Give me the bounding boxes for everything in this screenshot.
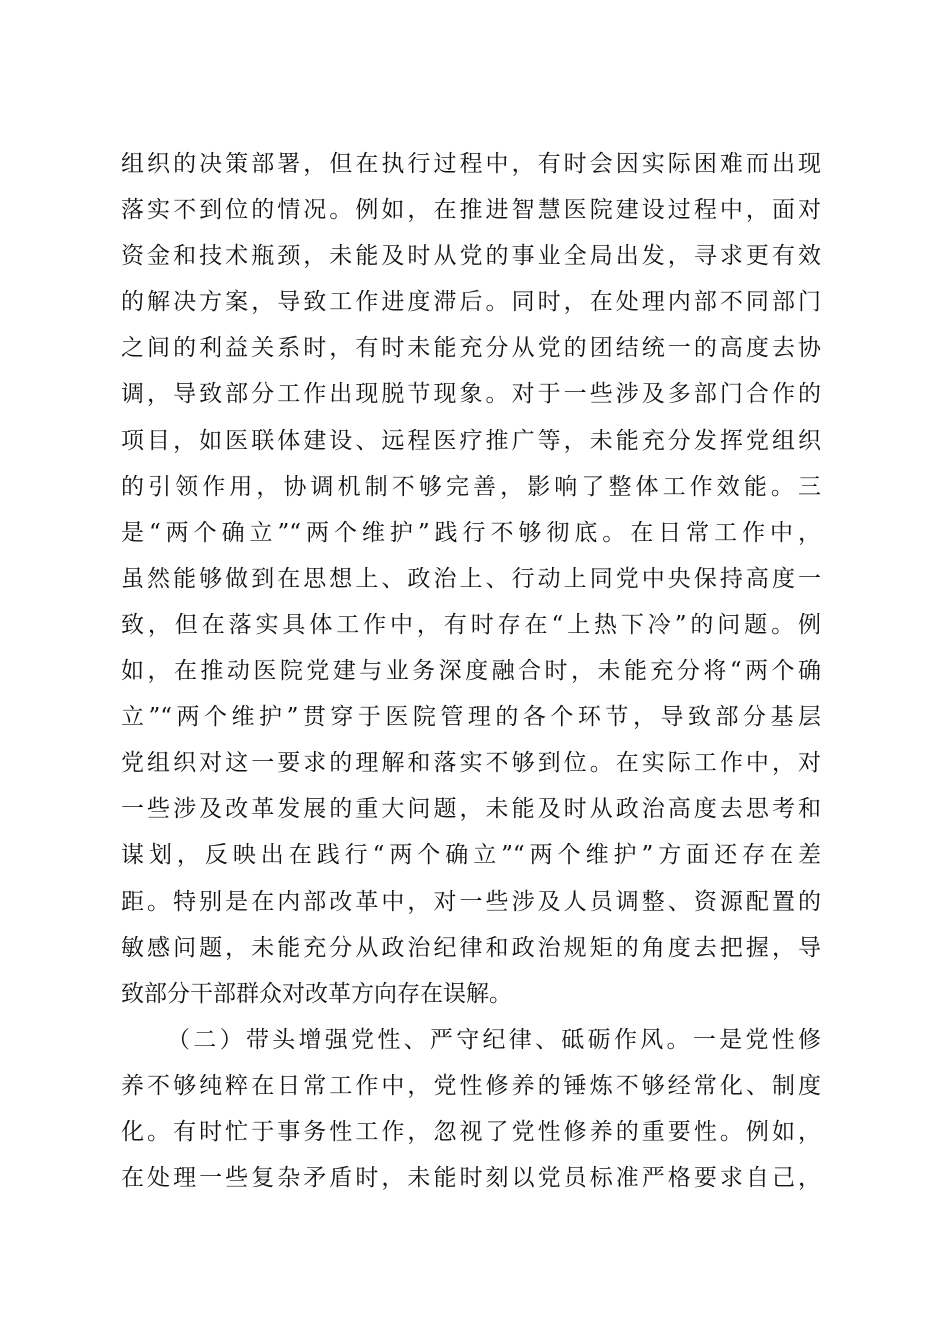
text-line: 落实不到位的情况。例如，在推进智慧医院建设过程中，面对 xyxy=(121,197,821,224)
text-line: 的引领作用，协调机制不够完善，影响了整体工作效能。三 xyxy=(121,473,821,500)
text-line: 谋划，反映出在践行“两个确立”“两个维护”方面还存在差 xyxy=(121,842,821,869)
text-line: 致，但在落实具体工作中，有时存在“上热下冷”的问题。例 xyxy=(121,611,821,638)
section-heading-line: （二）带头增强党性、严守纪律、砥砺作风。一是党性修 xyxy=(167,1026,821,1053)
text-line: 之间的利益关系时，有时未能充分从党的团结统一的高度去协 xyxy=(121,335,821,362)
text-line: 虽然能够做到在思想上、政治上、行动上同党中央保持高度一 xyxy=(121,565,821,592)
text-line: 资金和技术瓶颈，未能及时从党的事业全局出发，寻求更有效 xyxy=(121,243,821,270)
text-line: 是“两个确立”“两个维护”践行不够彻底。在日常工作中， xyxy=(121,519,821,546)
text-line: 组织的决策部署，但在执行过程中，有时会因实际困难而出现 xyxy=(121,151,821,177)
text-line: 党组织对这一要求的理解和落实不够到位。在实际工作中，对 xyxy=(121,750,821,777)
text-line: 距。特别是在内部改革中，对一些涉及人员调整、资源配置的 xyxy=(121,888,821,915)
text-line: 一些涉及改革发展的重大问题，未能及时从政治高度去思考和 xyxy=(121,796,821,823)
text-line: 养不够纯粹在日常工作中，党性修养的锤炼不够经常化、制度 xyxy=(121,1072,821,1099)
text-line: 致部分干部群众对改革方向存在误解。 xyxy=(121,980,512,1007)
text-line: 项目，如医联体建设、远程医疗推广等，未能充分发挥党组织 xyxy=(121,427,821,454)
text-line: 的解决方案，导致工作进度滞后。同时，在处理内部不同部门 xyxy=(121,289,821,316)
text-line: 在处理一些复杂矛盾时，未能时刻以党员标准严格要求自己， xyxy=(121,1165,821,1192)
text-line: 调，导致部分工作出现脱节现象。对于一些涉及多部门合作的 xyxy=(121,381,821,408)
text-line: 如，在推动医院党建与业务深度融合时，未能充分将“两个确 xyxy=(121,658,821,685)
body-text xyxy=(121,141,821,1201)
text-line: 化。有时忙于事务性工作，忽视了党性修养的重要性。例如， xyxy=(121,1118,821,1145)
text-line: 立”“两个维护”贯穿于医院管理的各个环节，导致部分基层 xyxy=(121,704,821,731)
text-line: 敏感问题，未能充分从政治纪律和政治规矩的角度去把握，导 xyxy=(121,934,821,961)
